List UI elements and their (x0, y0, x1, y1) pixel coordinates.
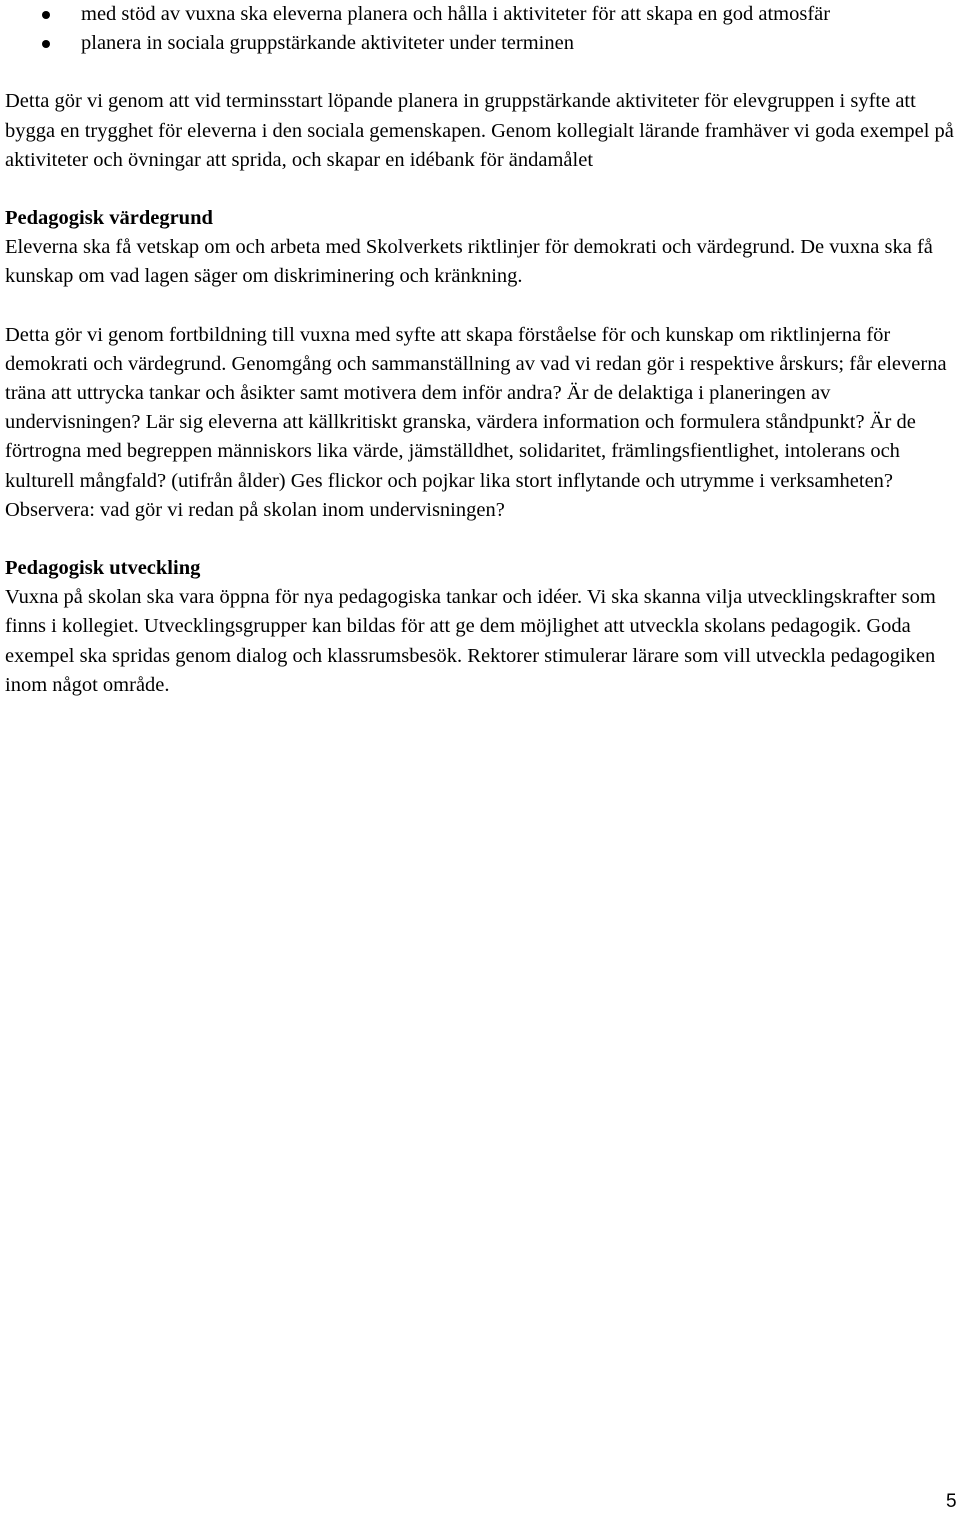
spacer (5, 292, 955, 321)
list-item (5, 0, 955, 29)
section-heading-utveckling: Pedagogisk utveckling (5, 557, 201, 580)
section-heading-vardegrund: Pedagogisk värdegrund (5, 207, 213, 230)
paragraph: Eleverna ska få vetskap om och arbeta med Skolverkets riktlinjer för demokrati och värdegrund. De vuxna ska få kunskap om vad lagen säger om diskriminering och kränkning. (5, 236, 933, 288)
bullet-icon (42, 11, 50, 19)
bullet-icon (42, 40, 50, 48)
bullet-text: planera in sociala gruppstärkande aktiviteter under terminen (81, 32, 574, 55)
spacer (5, 525, 955, 554)
spacer (5, 175, 955, 204)
intro-paragraph: Detta gör vi genom att vid terminsstart löpande planera in gruppstärkande aktiviteter för elevgruppen i syfte att bygga en trygghet för eleverna i den sociala gemenskapen. Genom kollegialt lärande framhäver vi goda exempel på aktiviteter och övningar att sprida, och skapar en idébank för ändamålet (5, 90, 954, 171)
paragraph: Vuxna på skolan ska vara öppna för nya pedagogiska tankar och idéer. Vi ska skanna vilja utvecklingskrafter som finns i kollegiet. Utvecklingsgrupper kan bildas för att ge dem möjlighet att utveckla skolans pedagogik. Goda exempel ska spridas genom dialog och klassrumsbesök. Rektorer stimulerar lärare som vill utveckla pedagogiken inom något område. (5, 586, 936, 696)
bullet-text: med stöd av vuxna ska eleverna planera och hålla i aktiviteter för att skapa en god atmosfär (81, 3, 831, 25)
page-number: 5 (946, 1491, 957, 1512)
bullet-list (5, 0, 955, 58)
document-page (5, 0, 955, 700)
spacer (5, 58, 955, 87)
list-item (5, 29, 955, 58)
paragraph: Detta gör vi genom fortbildning till vuxna med syfte att skapa förståelse för och kunskap om riktlinjerna för demokrati och värdegrund. Genomgång och sammanställning av vad vi redan gör i respektive årskurs; får eleverna träna att uttrycka tankar och åsikter samt motivera dem inför andra? Är de delaktiga i planeringen av undervisningen? Lär sig eleverna att källkritiskt granska, värdera information och formulera ståndpunkt? Är de förtrogna med begreppen människors lika värde, jämställdhet, solidaritet, främlingsfientlighet, intolerans och kulturell mångfald? (utifrån ålder) Ges flickor och pojkar lika stort inflytande och utrymme i verksamheten? Observera: vad gör vi redan på skolan inom undervisningen? (5, 323, 947, 521)
